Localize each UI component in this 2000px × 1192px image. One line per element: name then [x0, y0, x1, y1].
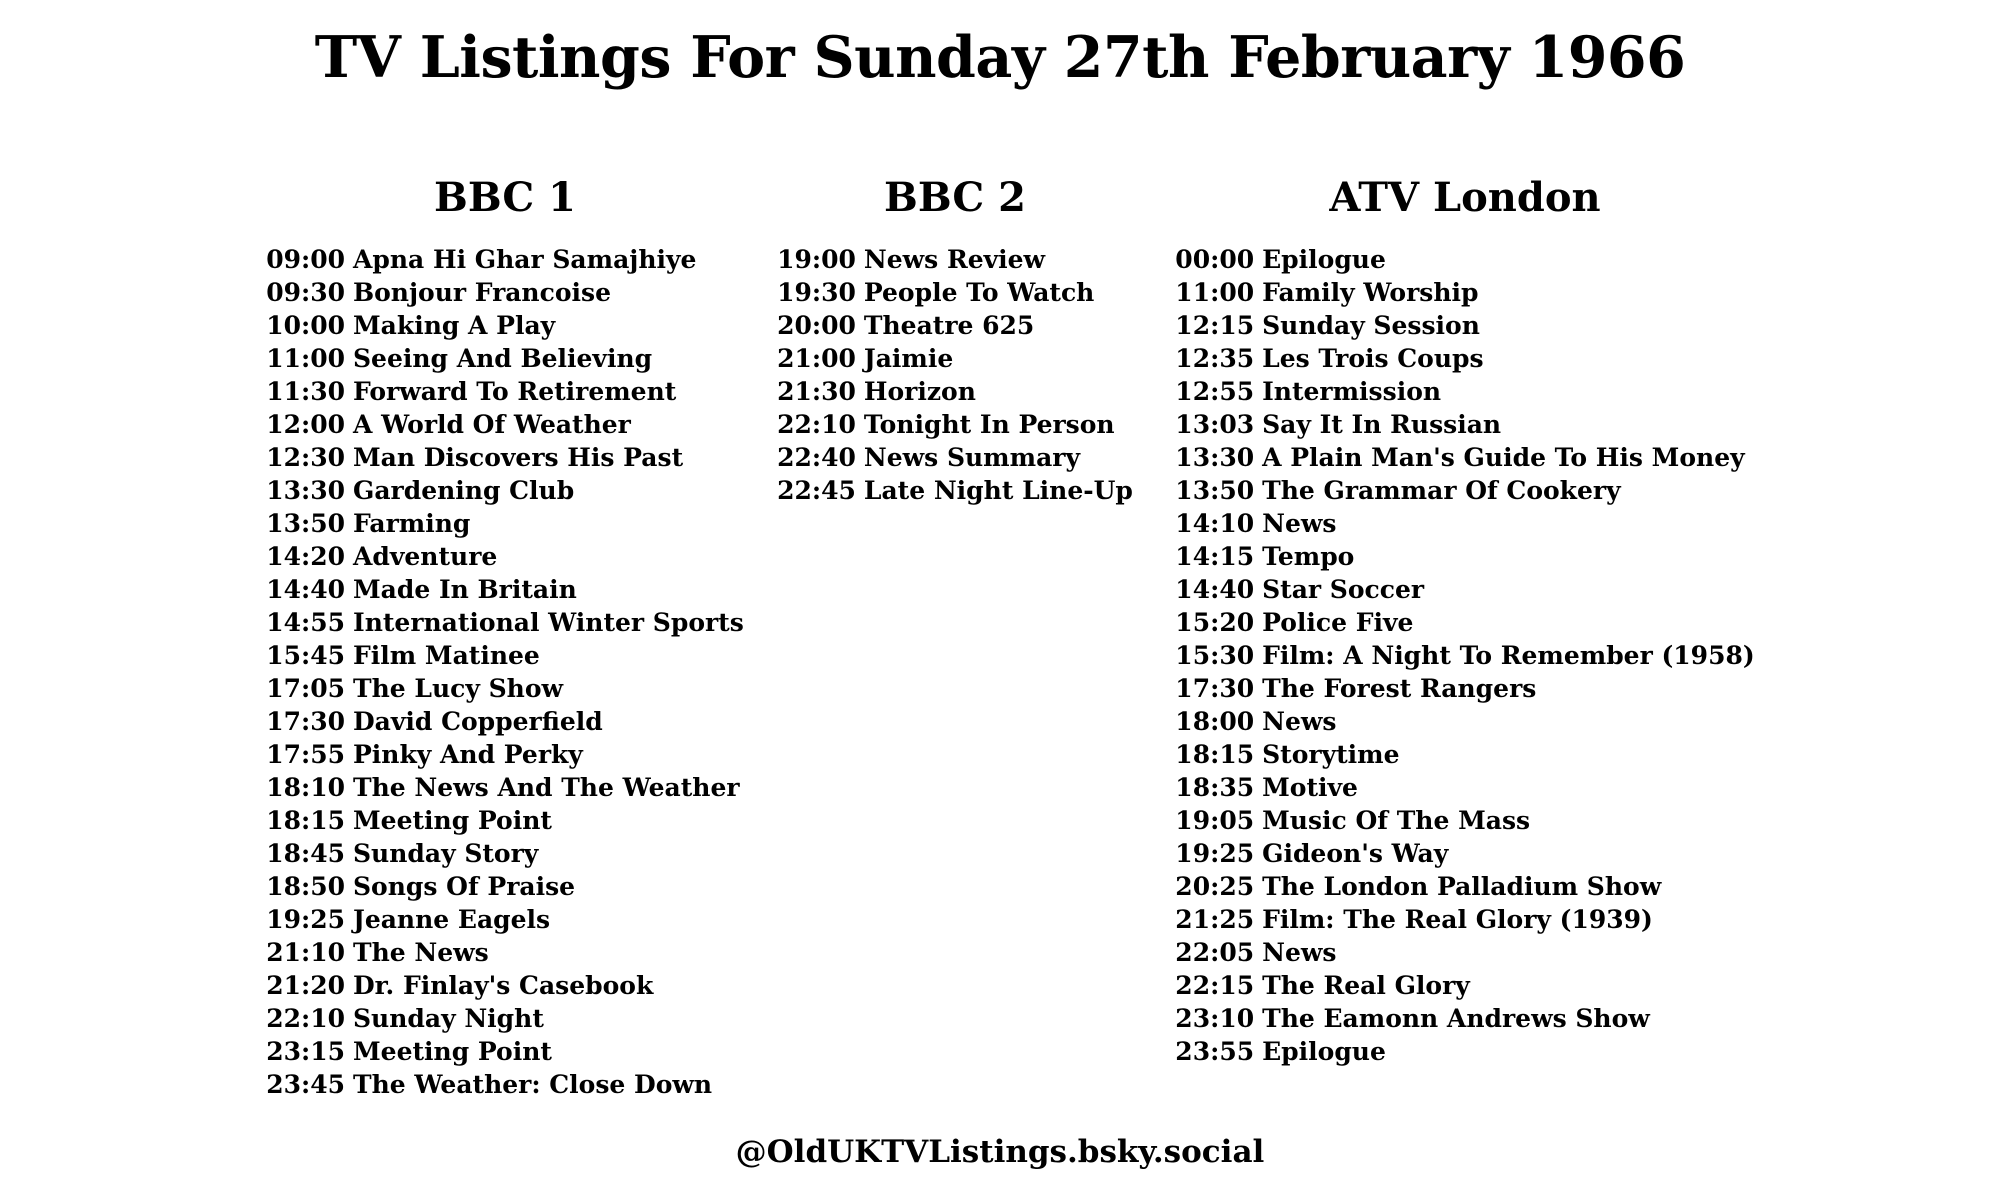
- listing-time: 18:15: [266, 806, 345, 835]
- listing-title: International Winter Sports: [353, 608, 744, 637]
- listing-time: 14:20: [266, 542, 345, 571]
- channel-column-bbc2: [755, 174, 1155, 507]
- list-item: [1175, 441, 1754, 474]
- list-item: [266, 672, 744, 705]
- list-item: [266, 705, 744, 738]
- listing-title: The Grammar Of Cookery: [1262, 476, 1621, 505]
- listing-title: Jeanne Eagels: [353, 905, 551, 934]
- listing-time: 18:50: [266, 872, 345, 901]
- listing-time: 19:00: [777, 245, 856, 274]
- listing-title: The Lucy Show: [353, 674, 564, 703]
- list-item: [777, 441, 1133, 474]
- listing-title: Intermission: [1262, 377, 1442, 406]
- listing-time: 22:10: [777, 410, 856, 439]
- listing-time: 12:30: [266, 443, 345, 472]
- listing-time: 22:40: [777, 443, 856, 472]
- listing-time: 17:30: [266, 707, 345, 736]
- listing-title: The London Palladium Show: [1262, 872, 1662, 901]
- listing-time: 12:00: [266, 410, 345, 439]
- listing-time: 22:05: [1175, 938, 1255, 967]
- listing-title: Bonjour Francoise: [353, 278, 611, 307]
- listing-title: Pinky And Perky: [353, 740, 583, 769]
- list-item: [266, 276, 744, 309]
- listing-title: A World Of Weather: [353, 410, 631, 439]
- listing-title: Music Of The Mass: [1262, 806, 1531, 835]
- listing-list-atv-london: [1175, 243, 1754, 1068]
- listing-time: 21:20: [266, 971, 345, 1000]
- listing-title: Sunday Story: [353, 839, 539, 868]
- listing-title: Tonight In Person: [863, 410, 1115, 439]
- list-item: [266, 639, 744, 672]
- listing-title: The Weather: Close Down: [353, 1070, 713, 1099]
- listing-time: 13:50: [266, 509, 345, 538]
- listing-title: Storytime: [1262, 740, 1400, 769]
- list-item: [1175, 1035, 1754, 1068]
- list-item: [266, 474, 744, 507]
- listing-list-bbc2: [777, 243, 1133, 507]
- listing-title: Dr. Finlay's Casebook: [353, 971, 654, 1000]
- list-item: [1175, 837, 1754, 870]
- listing-time: 15:45: [266, 641, 345, 670]
- list-item: [1175, 309, 1754, 342]
- list-item: [266, 738, 744, 771]
- listing-time: 09:30: [266, 278, 345, 307]
- channel-column-atv-london: [1155, 174, 1775, 1068]
- listing-time: 11:30: [266, 377, 345, 406]
- listing-time: 13:30: [266, 476, 345, 505]
- listing-title: Epilogue: [1262, 245, 1386, 274]
- list-item: [266, 936, 744, 969]
- list-item: [266, 540, 744, 573]
- listing-title: Songs Of Praise: [353, 872, 576, 901]
- listing-title: Gideon's Way: [1262, 839, 1449, 868]
- list-item: [1175, 408, 1754, 441]
- listing-time: 22:15: [1175, 971, 1255, 1000]
- list-item: [266, 1002, 744, 1035]
- listing-title: Late Night Line-Up: [863, 476, 1133, 505]
- listing-title: Sunday Session: [1262, 311, 1480, 340]
- listing-title: Film Matinee: [353, 641, 540, 670]
- listing-title: Making A Play: [353, 311, 556, 340]
- listing-title: Les Trois Coups: [1262, 344, 1484, 373]
- list-item: [266, 606, 744, 639]
- list-item: [266, 342, 744, 375]
- listing-time: 12:55: [1175, 377, 1255, 406]
- listing-title: News: [1262, 707, 1337, 736]
- list-item: [1175, 474, 1754, 507]
- listing-time: 23:45: [266, 1070, 345, 1099]
- listing-title: The News And The Weather: [353, 773, 740, 802]
- listing-time: 13:03: [1175, 410, 1255, 439]
- listing-time: 17:05: [266, 674, 345, 703]
- list-item: [1175, 276, 1754, 309]
- list-item: [1175, 936, 1754, 969]
- listing-title: Sunday Night: [353, 1004, 544, 1033]
- listing-title: News Summary: [863, 443, 1080, 472]
- listing-time: 18:35: [1175, 773, 1255, 802]
- listing-time: 18:45: [266, 839, 345, 868]
- list-item: [266, 375, 744, 408]
- list-item: [777, 243, 1133, 276]
- listing-time: 19:05: [1175, 806, 1255, 835]
- listing-time: 23:55: [1175, 1037, 1255, 1066]
- list-item: [266, 243, 744, 276]
- listing-time: 09:00: [266, 245, 345, 274]
- listing-time: 11:00: [266, 344, 345, 373]
- listing-time: 23:15: [266, 1037, 345, 1066]
- list-item: [1175, 540, 1754, 573]
- listing-title: Apna Hi Ghar Samajhiye: [353, 245, 697, 274]
- listing-title: Tempo: [1262, 542, 1355, 571]
- list-item: [1175, 639, 1754, 672]
- listing-title: David Copperfield: [353, 707, 603, 736]
- listing-title: Epilogue: [1262, 1037, 1386, 1066]
- list-item: [266, 441, 744, 474]
- list-item: [1175, 705, 1754, 738]
- list-item: [266, 804, 744, 837]
- list-item: [1175, 243, 1754, 276]
- listing-time: 20:25: [1175, 872, 1255, 901]
- listing-title: Say It In Russian: [1262, 410, 1502, 439]
- listing-time: 19:30: [777, 278, 856, 307]
- list-item: [777, 408, 1133, 441]
- listing-title: The News: [353, 938, 489, 967]
- list-item: [266, 1068, 744, 1101]
- listing-time: 15:20: [1175, 608, 1255, 637]
- listing-time: 14:15: [1175, 542, 1255, 571]
- channel-title-atv-london: ATV London: [1329, 174, 1601, 221]
- listing-title: Meeting Point: [353, 806, 552, 835]
- listing-title: News: [1262, 509, 1337, 538]
- listing-time: 22:10: [266, 1004, 345, 1033]
- list-item: [777, 342, 1133, 375]
- list-item: [266, 573, 744, 606]
- channel-column-bbc1: [255, 174, 755, 1101]
- list-item: [777, 309, 1133, 342]
- listing-title: A Plain Man's Guide To His Money: [1262, 443, 1745, 472]
- listing-time: 10:00: [266, 311, 345, 340]
- listing-time: 21:00: [777, 344, 856, 373]
- listing-time: 14:10: [1175, 509, 1255, 538]
- listing-title: Film: The Real Glory (1939): [1262, 905, 1653, 934]
- listing-title: Star Soccer: [1262, 575, 1425, 604]
- list-item: [1175, 804, 1754, 837]
- list-item: [1175, 375, 1754, 408]
- listing-time: 14:40: [1175, 575, 1255, 604]
- listing-title: The Eamonn Andrews Show: [1262, 1004, 1650, 1033]
- list-item: [1175, 507, 1754, 540]
- list-item: [1175, 771, 1754, 804]
- listing-title: The Forest Rangers: [1262, 674, 1537, 703]
- listing-time: 21:10: [266, 938, 345, 967]
- list-item: [777, 474, 1133, 507]
- list-item: [1175, 1002, 1754, 1035]
- listing-title: Horizon: [863, 377, 976, 406]
- listing-title: Meeting Point: [353, 1037, 552, 1066]
- listing-time: 22:45: [777, 476, 856, 505]
- listing-title: Made In Britain: [353, 575, 577, 604]
- listing-time: 11:00: [1175, 278, 1255, 307]
- list-item: [1175, 672, 1754, 705]
- listing-time: 13:50: [1175, 476, 1255, 505]
- listing-time: 20:00: [777, 311, 856, 340]
- list-item: [266, 903, 744, 936]
- listing-title: Police Five: [1262, 608, 1414, 637]
- listing-title: Seeing And Believing: [353, 344, 653, 373]
- list-item: [266, 837, 744, 870]
- list-item: [266, 507, 744, 540]
- listing-time: 13:30: [1175, 443, 1255, 472]
- listing-title: Man Discovers His Past: [353, 443, 684, 472]
- list-item: [266, 771, 744, 804]
- list-item: [266, 870, 744, 903]
- listing-title: Family Worship: [1262, 278, 1479, 307]
- list-item: [1175, 903, 1754, 936]
- channel-columns: [0, 174, 2000, 1101]
- channel-title-bbc1: BBC 1: [434, 174, 576, 221]
- listing-time: 15:30: [1175, 641, 1255, 670]
- listing-title: Motive: [1262, 773, 1358, 802]
- list-item: [1175, 969, 1754, 1002]
- listing-time: 18:00: [1175, 707, 1255, 736]
- listing-time: 19:25: [266, 905, 345, 934]
- listing-time: 18:15: [1175, 740, 1255, 769]
- channel-title-bbc2: BBC 2: [884, 174, 1026, 221]
- listing-time: 00:00: [1175, 245, 1255, 274]
- listing-time: 14:40: [266, 575, 345, 604]
- tv-listings-page: [0, 24, 2000, 1192]
- list-item: [266, 1035, 744, 1068]
- listing-title: Jaimie: [863, 344, 954, 373]
- list-item: [266, 309, 744, 342]
- listing-title: Farming: [353, 509, 471, 538]
- listing-title: Forward To Retirement: [353, 377, 677, 406]
- listing-title: People To Watch: [863, 278, 1095, 307]
- listing-time: 14:55: [266, 608, 345, 637]
- listing-time: 21:30: [777, 377, 856, 406]
- listing-time: 21:25: [1175, 905, 1255, 934]
- list-item: [777, 276, 1133, 309]
- listing-time: 19:25: [1175, 839, 1255, 868]
- listing-title: News Review: [863, 245, 1046, 274]
- listing-time: 18:10: [266, 773, 345, 802]
- listing-title: News: [1262, 938, 1337, 967]
- listing-time: 17:55: [266, 740, 345, 769]
- listing-title: The Real Glory: [1262, 971, 1470, 1000]
- footer-handle: @OldUKTVListings.bsky.social: [735, 1134, 1265, 1170]
- listing-time: 12:35: [1175, 344, 1255, 373]
- list-item: [1175, 573, 1754, 606]
- listing-title: Theatre 625: [863, 311, 1035, 340]
- page-title: TV Listings For Sunday 27th February 1966: [314, 24, 1686, 91]
- listing-time: 17:30: [1175, 674, 1255, 703]
- listing-title: Adventure: [353, 542, 498, 571]
- list-item: [266, 408, 744, 441]
- listing-title: Film: A Night To Remember (1958): [1262, 641, 1755, 670]
- list-item: [1175, 606, 1754, 639]
- listing-list-bbc1: [266, 243, 744, 1101]
- list-item: [1175, 870, 1754, 903]
- list-item: [266, 969, 744, 1002]
- listing-time: 12:15: [1175, 311, 1255, 340]
- listing-time: 23:10: [1175, 1004, 1255, 1033]
- list-item: [1175, 342, 1754, 375]
- listing-title: Gardening Club: [353, 476, 575, 505]
- list-item: [777, 375, 1133, 408]
- list-item: [1175, 738, 1754, 771]
